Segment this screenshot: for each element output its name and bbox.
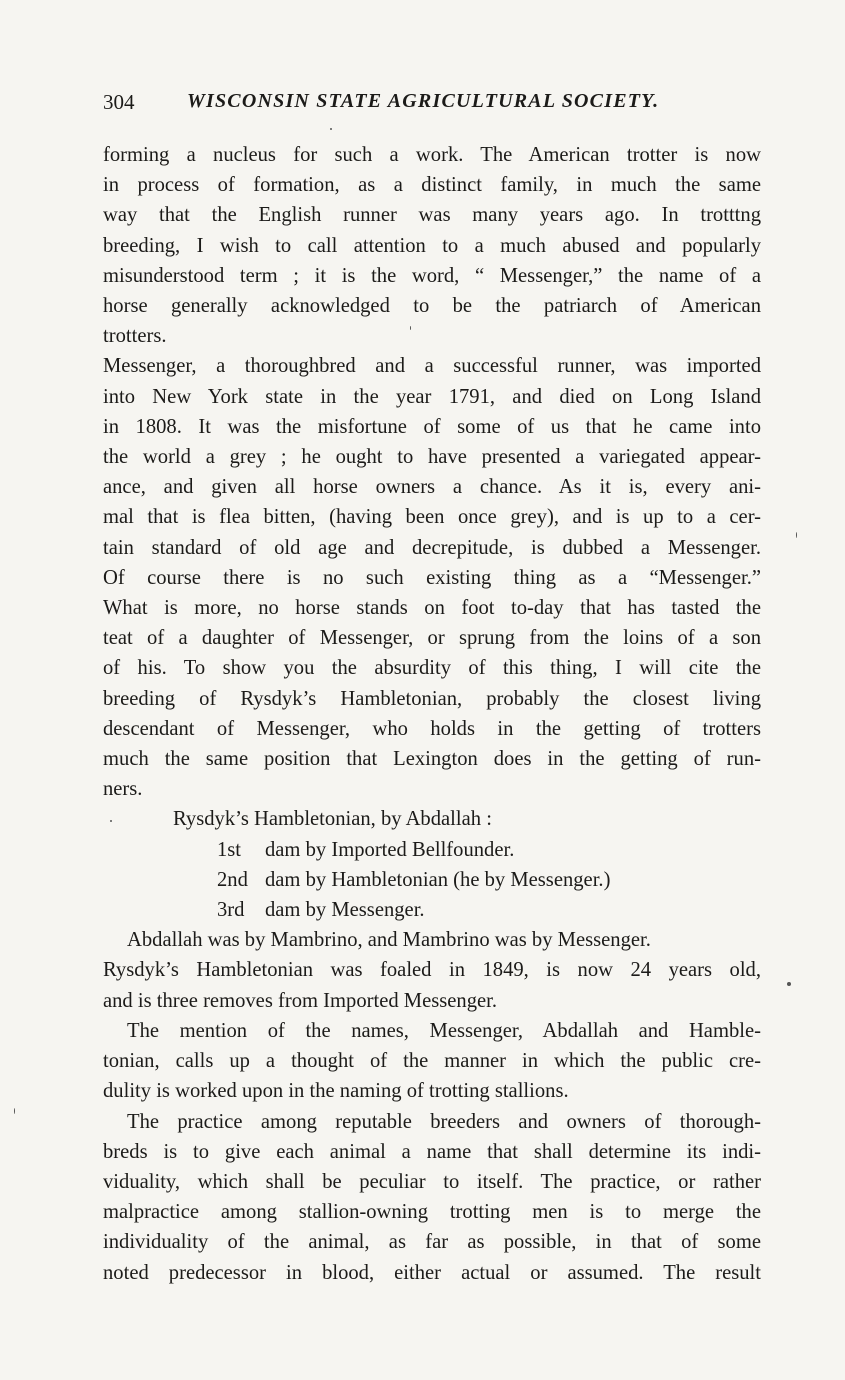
pedigree-heading: Rysdyk’s Hambletonian, by Abdallah : — [173, 808, 492, 831]
text-line: The mention of the names, Messenger, Abdallah and Hamble- — [127, 1019, 761, 1042]
pedigree-ordinal: 3rd — [217, 899, 245, 922]
pedigree-ordinal: 1st — [217, 838, 242, 861]
text-line: breeding of Rysdyk’s Hambletonian, probably the closest living — [103, 687, 761, 710]
paragraph-3 — [103, 925, 761, 1016]
text-line: tonian, calls up a thought of the manner in which the public cre- — [103, 1050, 761, 1073]
pedigree-text: dam by Hambletonian (he by Messenger.) — [265, 868, 611, 891]
body-text — [103, 140, 761, 1288]
text-line: malpractice among stallion-owning trotting men is to merge the — [103, 1201, 761, 1224]
paragraph-5 — [103, 1107, 761, 1288]
pedigree-ordinal: 2nd — [217, 868, 248, 891]
text-line: Abdallah was by Mambrino, and Mambrino was by Messenger. — [127, 929, 651, 952]
text-line: dulity is worked upon in the naming of trotting stallions. — [103, 1080, 569, 1103]
paragraph-2 — [103, 351, 761, 804]
text-line: noted predecessor in blood, either actual or assumed. The result — [103, 1261, 761, 1284]
text-line: much the same position that Lexington does in the getting of run- — [103, 748, 761, 771]
text-line: ners. — [103, 778, 143, 801]
text-line: misunderstood term ; it is the word, “ Messenger,” the name of a — [103, 264, 761, 287]
text-line: individuality of the animal, as far as possible, in that of some — [103, 1231, 761, 1254]
text-line: breeding, I wish to call attention to a much abused and popularly — [103, 234, 761, 257]
text-line: viduality, which shall be peculiar to itself. The practice, or rather — [103, 1170, 761, 1193]
text-line: in process of formation, as a distinct family, in much the same — [103, 174, 761, 197]
text-line: way that the English runner was many years ago. In trotttng — [103, 204, 761, 227]
pedigree-list — [103, 804, 761, 925]
text-line: mal that is flea bitten, (having been once grey), and is up to a cer- — [103, 506, 761, 529]
text-line: in 1808. It was the misfortune of some of us that he came into — [103, 415, 761, 438]
text-line: the world a grey ; he ought to have presented a variegated appear- — [103, 446, 761, 469]
paragraph-1 — [103, 140, 761, 351]
paragraph-4 — [103, 1016, 761, 1107]
text-line: ance, and given all horse owners a chance. As it is, every ani- — [103, 476, 761, 499]
text-line: Messenger, a thoroughbred and a successful runner, was imported — [103, 355, 761, 378]
text-line: and is three removes from Imported Messenger. — [103, 989, 498, 1012]
text-line: Of course there is no such existing thing as a “Messenger.” — [103, 566, 761, 589]
scan-speck — [110, 820, 112, 822]
text-line: tain standard of old age and decrepitude, is dubbed a Messenger. — [103, 536, 761, 559]
scan-speck — [14, 1108, 15, 1114]
pedigree-row — [103, 895, 761, 925]
text-line: horse generally acknowledged to be the patriarch of American — [103, 295, 761, 318]
text-line: teat of a daughter of Messenger, or sprung from the loins of a son — [103, 627, 761, 650]
scan-speck — [796, 532, 797, 538]
text-line: of his. To show you the absurdity of this thing, I will cite the — [103, 657, 761, 680]
pedigree-row — [103, 835, 761, 865]
text-line: breds is to give each animal a name that shall determine its indi- — [103, 1140, 761, 1163]
scan-speck — [410, 326, 411, 330]
text-line: trotters. — [103, 325, 167, 348]
text-line: What is more, no horse stands on foot to-day that has tasted the — [103, 597, 761, 620]
pedigree-text: dam by Imported Bellfounder. — [265, 838, 515, 861]
text-line: descendant of Messenger, who holds in the getting of trotters — [103, 717, 761, 740]
page-header — [103, 88, 703, 122]
pedigree-text: dam by Messenger. — [265, 899, 425, 922]
scan-speck — [787, 982, 791, 986]
text-line: Rysdyk’s Hambletonian was foaled in 1849, is now 24 years old, — [103, 959, 761, 982]
text-line: into New York state in the year 1791, and died on Long Island — [103, 385, 761, 408]
text-line: The practice among reputable breeders and owners of thorough- — [127, 1110, 761, 1133]
page-number: 304 — [103, 90, 135, 114]
running-title: WISCONSIN STATE AGRICULTURAL SOCIETY. — [187, 90, 660, 112]
scan-speck — [330, 128, 332, 130]
pedigree-row — [103, 865, 761, 895]
text-line: forming a nucleus for such a work. The American trotter is now — [103, 144, 761, 166]
